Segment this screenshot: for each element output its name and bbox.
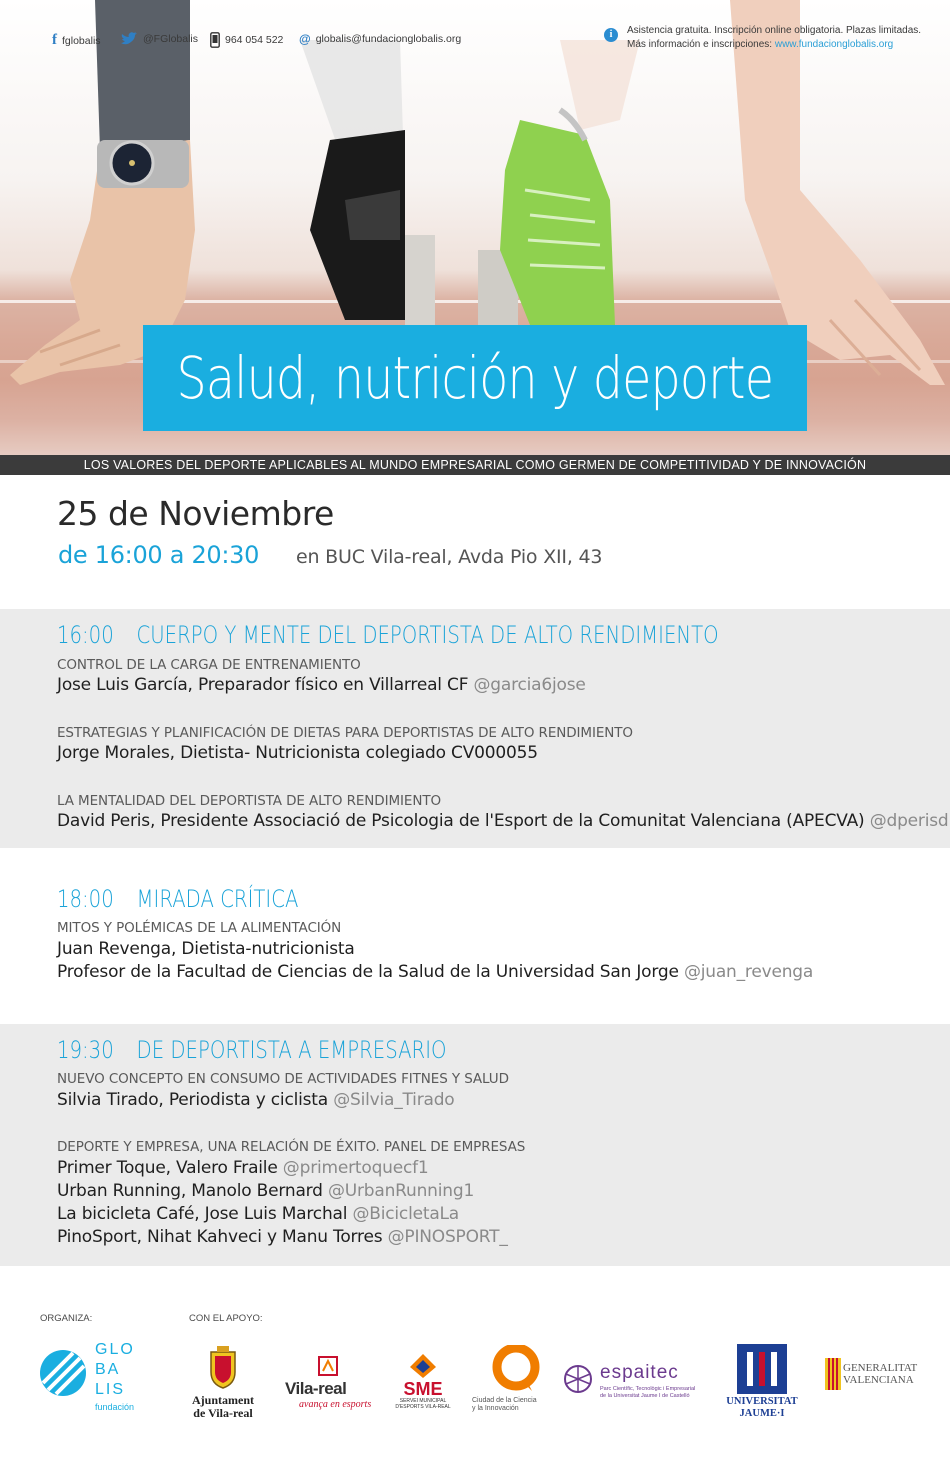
ajuntament-l2: de Vila-real [193,1406,253,1420]
event-venue: en BUC Vila-real, Avda Pio XII, 43 [296,546,603,568]
session-heading [57,1036,447,1064]
twitter-handle[interactable]: @Silvia_Tirado [333,1090,455,1110]
twitter-link[interactable] [120,32,198,46]
sme-l2: SERVEI MUNICIPAL [399,1398,447,1404]
speaker-name: Primer Toque, Valero Fraile [57,1158,283,1178]
info-line-2: Más información e inscripciones: [627,39,775,50]
speaker-line [57,1090,455,1110]
twitter-handle[interactable]: @juan_revenga [683,962,814,982]
espaitec-l3: de la Universitat Jaume I de Castelló [600,1392,690,1399]
sme-emblem-icon [408,1352,438,1380]
generalitat-l2: VALENCIANA [843,1374,914,1386]
vilareal-esports-logo [285,1355,380,1415]
globalis-l3: LIS [95,1381,126,1398]
speaker-name: Juan Revenga, Dietista-nutricionista [57,939,355,959]
speaker-name: PinoSport, Nihat Kahveci y Manu Torres [57,1227,388,1247]
session-title: MIRADA CRÍTICA [136,885,299,913]
speaker-name: Jorge Morales, Dietista- Nutricionista colegiado CV000055 [57,743,538,763]
phone-item [210,32,283,48]
speaker-line [57,743,538,763]
generalitat-flag-icon [825,1358,841,1390]
talk-title: DEPORTE Y EMPRESA, UNA RELACIÓN DE ÉXITO. PANEL DE EMPRESAS [57,1139,526,1155]
speaker-line [57,939,355,959]
info-line-1: Asistencia gratuita. Inscripción online obligatoria. Plazas limitadas. [627,25,922,36]
speaker-line [57,675,586,695]
vilareal-l2: avança en esports [299,1399,372,1410]
ciudad-l1: Ciudad de la Ciencia [472,1397,537,1404]
info-icon: i [604,28,618,42]
organiza-label: ORGANIZA: [40,1313,93,1324]
coat-of-arms-icon [203,1346,243,1390]
session-heading [57,621,719,649]
facebook-label: fglobalis [62,34,101,47]
uji-l2: JAUME·I [739,1408,785,1419]
talk-title: ESTRATEGIAS Y PLANIFICACIÓN DE DIETAS PARA DEPORTISTAS DE ALTO RENDIMIENTO [57,725,633,741]
event-time: de 16:00 a 20:30 [58,541,260,569]
sme-l3: D'ESPORTS VILA-REAL [395,1404,451,1410]
twitter-label: @FGlobalis [143,33,199,45]
globalis-l4: fundación [95,1402,135,1412]
subtitle-bar: LOS VALORES DEL DEPORTE APLICABLES AL MUNDO EMPRESARIAL COMO GERMEN DE COMPETITIVIDAD Y DE INNOVACIÓN [0,455,950,475]
contact-bar [0,25,950,52]
uji-logo [722,1344,802,1424]
twitter-icon [120,32,138,46]
speaker-line [57,962,813,982]
globalis-l1: GLO [95,1341,135,1358]
session-title: DE DEPORTISTA A EMPRESARIO [136,1036,447,1064]
ciudad-ciencia-icon [492,1345,540,1393]
speaker-line [57,1204,459,1224]
facebook-link[interactable] [52,32,101,49]
vilareal-emblem-icon [317,1355,339,1377]
session-block [0,873,950,1003]
email-address: globalis@fundacionglobalis.org [315,33,462,45]
facebook-icon: f [52,32,57,48]
uji-l1: UNIVERSITAT [726,1396,798,1407]
phone-number: 964 054 522 [225,34,284,46]
website-link[interactable]: www.fundacionglobalis.org [774,39,894,50]
session-block [0,1024,950,1266]
ajuntament-logo [185,1346,261,1426]
speaker-name: David Peris, Presidente Associació de Psicologia de l'Esport de la Comunitat Valenciana (APECVA) [57,811,870,831]
ciudad-l2: y la Innovación [472,1405,519,1412]
speaker-name: Jose Luis García, Preparador físico en Villarreal CF [57,675,474,695]
espaitec-network-icon [560,1362,596,1396]
speaker-name: La bicicleta Café, Jose Luis Marchal [57,1204,353,1224]
speaker-name: Urban Running, Manolo Bernard [57,1181,328,1201]
speaker-name: Profesor de la Facultad de Ciencias de la Salud de la Universidad San Jorge [57,962,684,982]
page-title: Salud, nutrición y deporte [176,344,774,412]
speaker-line [57,811,949,831]
ciudad-ciencia-logo [472,1345,547,1420]
session-block [0,609,950,848]
speaker-line [57,1181,474,1201]
vilareal-l1: Vila-real [285,1379,347,1398]
session-title: CUERPO Y MENTE DEL DEPORTISTA DE ALTO RENDIMIENTO [136,621,719,649]
phone-icon [210,32,220,48]
globalis-l2: BA [95,1361,121,1378]
uji-emblem-icon [737,1344,787,1394]
session-time: 19:30 [57,1036,114,1064]
talk-title: NUEVO CONCEPTO EN CONSUMO DE ACTIVIDADES FITNES Y SALUD [57,1071,509,1087]
ajuntament-l1: Ajuntament [192,1393,254,1407]
twitter-handle[interactable]: @dperisd [869,811,949,831]
at-icon: @ [299,32,311,46]
twitter-handle[interactable]: @PINOSPORT_ [387,1227,508,1247]
twitter-handle[interactable]: @BicicletaLa [352,1204,460,1224]
globalis-logo [38,1340,148,1415]
sme-l1: SME [403,1379,443,1399]
generalitat-logo [825,1358,925,1408]
event-date: 25 de Noviembre [57,494,334,533]
globalis-globe-icon [38,1348,88,1398]
espaitec-l1: espaitec [600,1362,679,1383]
email-link[interactable] [299,32,461,46]
twitter-handle[interactable]: @UrbanRunning1 [327,1181,475,1201]
espaitec-logo [560,1360,705,1405]
speaker-name: Silvia Tirado, Periodista y ciclista [57,1090,334,1110]
title-banner [143,325,807,431]
talk-title: MITOS Y POLÉMICAS DE LA ALIMENTACIÓN [57,920,342,936]
espaitec-l2: Parc Científic, Tecnològic i Empresarial [600,1386,696,1392]
session-time: 16:00 [57,621,114,649]
speaker-line [57,1227,508,1247]
talk-title: LA MENTALIDAD DEL DEPORTISTA DE ALTO RENDIMIENTO [57,793,441,809]
twitter-handle[interactable]: @garcia6jose [473,675,586,695]
generalitat-l1: GENERALITAT [843,1362,918,1374]
sme-logo [393,1352,453,1422]
talk-title: CONTROL DE LA CARGA DE ENTRENAMIENTO [57,657,361,673]
speaker-line [57,1158,429,1178]
info-block [604,24,921,52]
session-time: 18:00 [57,885,114,913]
twitter-handle[interactable]: @primertoquecf1 [282,1158,429,1178]
session-heading [57,885,298,913]
apoyo-label: CON EL APOYO: [189,1313,263,1324]
